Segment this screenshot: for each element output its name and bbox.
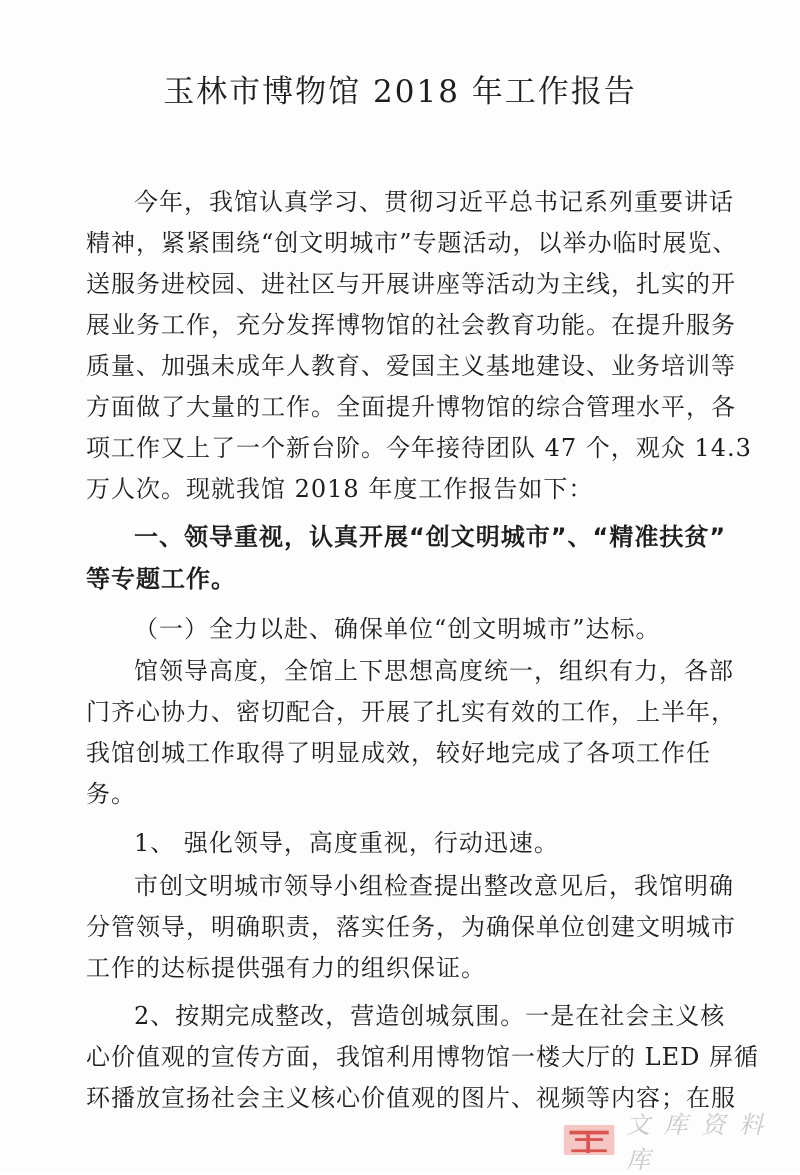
paragraph-line: 方面做了大量的工作。全面提升博物馆的综合管理水平，各: [86, 393, 736, 421]
paragraph-line: 今年，我馆认真学习、贯彻习近平总书记系列重要讲话: [134, 188, 734, 216]
page-title: 玉林市博物馆 2018 年工作报告: [163, 74, 637, 110]
watermark-text: 文 库 资 料 库: [626, 1111, 767, 1174]
paragraph-line: 送服务进校园、进社区与开展讲座等活动为主线，扎实的开: [86, 270, 736, 298]
subsection-heading: （一）全力以赴、确保单位“创文明城市”达标。: [134, 615, 661, 643]
paragraph-line: 质量、加强未成年人教育、爱国主义基地建设、业务培训等: [86, 352, 736, 380]
paragraph-line: 展业务工作，充分发挥博物馆的社会教育功能。在提升服务: [86, 311, 736, 339]
paragraph-line: 市创文明城市领导小组检查提出整改意见后，我馆明确: [134, 872, 734, 900]
list-item-heading: 1、 强化领导，高度重视，行动迅速。: [134, 829, 559, 857]
paragraph-line: 2、按期完成整改，营造创城氛围。一是在社会主义核: [134, 1002, 726, 1030]
paragraph-line: 我馆创城工作取得了明显成效，较好地完成了各项工作任: [86, 739, 711, 767]
paragraph-line: 馆领导高度，全馆上下思想高度统一，组织有力，各部: [134, 657, 734, 685]
watermark-logo: [562, 1111, 792, 1174]
paragraph-line: 工作的达标提供强有力的组织保证。: [86, 954, 486, 982]
paragraph-line: 环播放宣扬社会主义核心价值观的图片、视频等内容；在服: [86, 1084, 736, 1112]
library-logo-icon: [562, 1120, 616, 1160]
paragraph-line: 心价值观的宣传方面，我馆利用博物馆一楼大厅的 LED 屏循: [86, 1043, 759, 1071]
paragraph-line: 精神，紧紧围绕“创文明城市”专题活动，以举办临时展览、: [86, 229, 738, 257]
paragraph-line: 万人次。现就我馆 2018 年度工作报告如下：: [86, 475, 594, 503]
paragraph-line: 分管领导，明确职责，落实任务，为确保单位创建文明城市: [86, 913, 736, 941]
paragraph-line: 务。: [86, 780, 136, 808]
paragraph-line: 项工作又上了一个新台阶。今年接待团队 47 个，观众 14.3: [86, 434, 752, 462]
paragraph-line: 门齐心协力、密切配合，开展了扎实有效的工作，上半年，: [86, 698, 736, 726]
section-heading: 等专题工作。: [86, 565, 236, 593]
section-heading: 一、领导重视，认真开展“创文明城市”、“精准扶贫”: [134, 523, 727, 551]
